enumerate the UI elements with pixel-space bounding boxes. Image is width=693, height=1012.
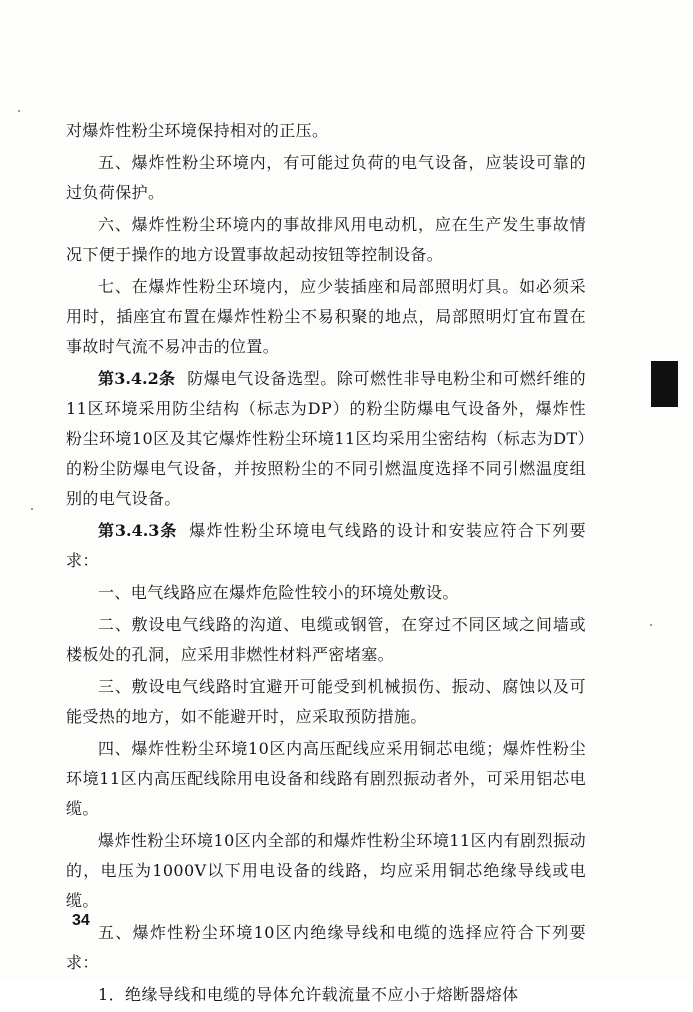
scan-speck bbox=[18, 110, 20, 112]
requirement-item-4: 四、爆炸性粉尘环境10区内高压配线应采用铜芯电缆；爆炸性粉尘环境11区内高压配线除用电设备和线路有剧烈振动者外，可采用铝芯电缆。 bbox=[66, 739, 586, 818]
page-number: 34 bbox=[72, 912, 90, 929]
requirement-item-5: 五、爆炸性粉尘环境10区内绝缘导线和电缆的选择应符合下列要求： bbox=[66, 923, 586, 972]
requirement-item-2: 二、敷设电气线路的沟道、电缆或钢管，在穿过不同区域之间墙或楼板处的孔洞，应采用非燃性材料严密堵塞。 bbox=[66, 615, 586, 664]
article-3-4-3 bbox=[66, 516, 586, 576]
thumb-index-tab bbox=[651, 361, 678, 407]
article-3-4-3-text: 爆炸性粉尘环境电气线路的设计和安装应符合下列要求： bbox=[66, 521, 586, 570]
article-3-4-2 bbox=[66, 364, 586, 514]
article-3-4-2-label: 第3.4.2条 bbox=[98, 369, 176, 388]
requirement-item-4-note: 爆炸性粉尘环境10区内全部的和爆炸性粉尘环境11区内有剧烈振动的，电压为1000V以下用电设备的线路，均应采用铜芯绝缘导线或电缆。 bbox=[66, 831, 586, 910]
paragraph-continuation: 对爆炸性粉尘环境保持相对的正压。 bbox=[66, 121, 329, 140]
paragraph-item-five: 五、爆炸性粉尘环境内，有可能过负荷的电气设备，应装设可靠的过负荷保护。 bbox=[66, 153, 586, 202]
paragraph-item-seven: 七、在爆炸性粉尘环境内，应少装插座和局部照明灯具。如必须采用时，插座宜布置在爆炸性粉尘不易积聚的地点，局部照明灯宜布置在事故时气流不易冲击的位置。 bbox=[66, 277, 586, 356]
requirement-item-5-1: 1．绝缘导线和电缆的导体允许载流量不应小于熔断器熔体 bbox=[98, 985, 519, 1004]
article-3-4-3-label: 第3.4.3条 bbox=[98, 521, 178, 540]
article-3-4-2-text: 防爆电气设备选型。除可燃性非导电粉尘和可燃纤维的11区环境采用防尘结构（标志为DP）的粉尘防爆电气设备外，爆炸性粉尘环境10区及其它爆炸性粉尘环境11区均采用尘密结构（标志为DT）的粉尘防爆电气设备，并按照粉尘的不同引燃温度选择不同引燃温度组别的电气设备。 bbox=[66, 369, 586, 508]
requirement-item-3: 三、敷设电气线路时宜避开可能受到机械损伤、振动、腐蚀以及可能受热的地方，如不能避开时，应采取预防措施。 bbox=[66, 677, 586, 726]
scan-speck bbox=[31, 508, 33, 510]
requirement-item-1: 一、电气线路应在爆炸危险性较小的环境处敷设。 bbox=[98, 583, 459, 602]
scan-speck bbox=[650, 624, 652, 626]
paragraph-item-six: 六、爆炸性粉尘环境内的事故排风用电动机，应在生产发生事故情况下便于操作的地方设置事故起动按钮等控制设备。 bbox=[66, 215, 586, 264]
body-text bbox=[66, 116, 586, 1012]
